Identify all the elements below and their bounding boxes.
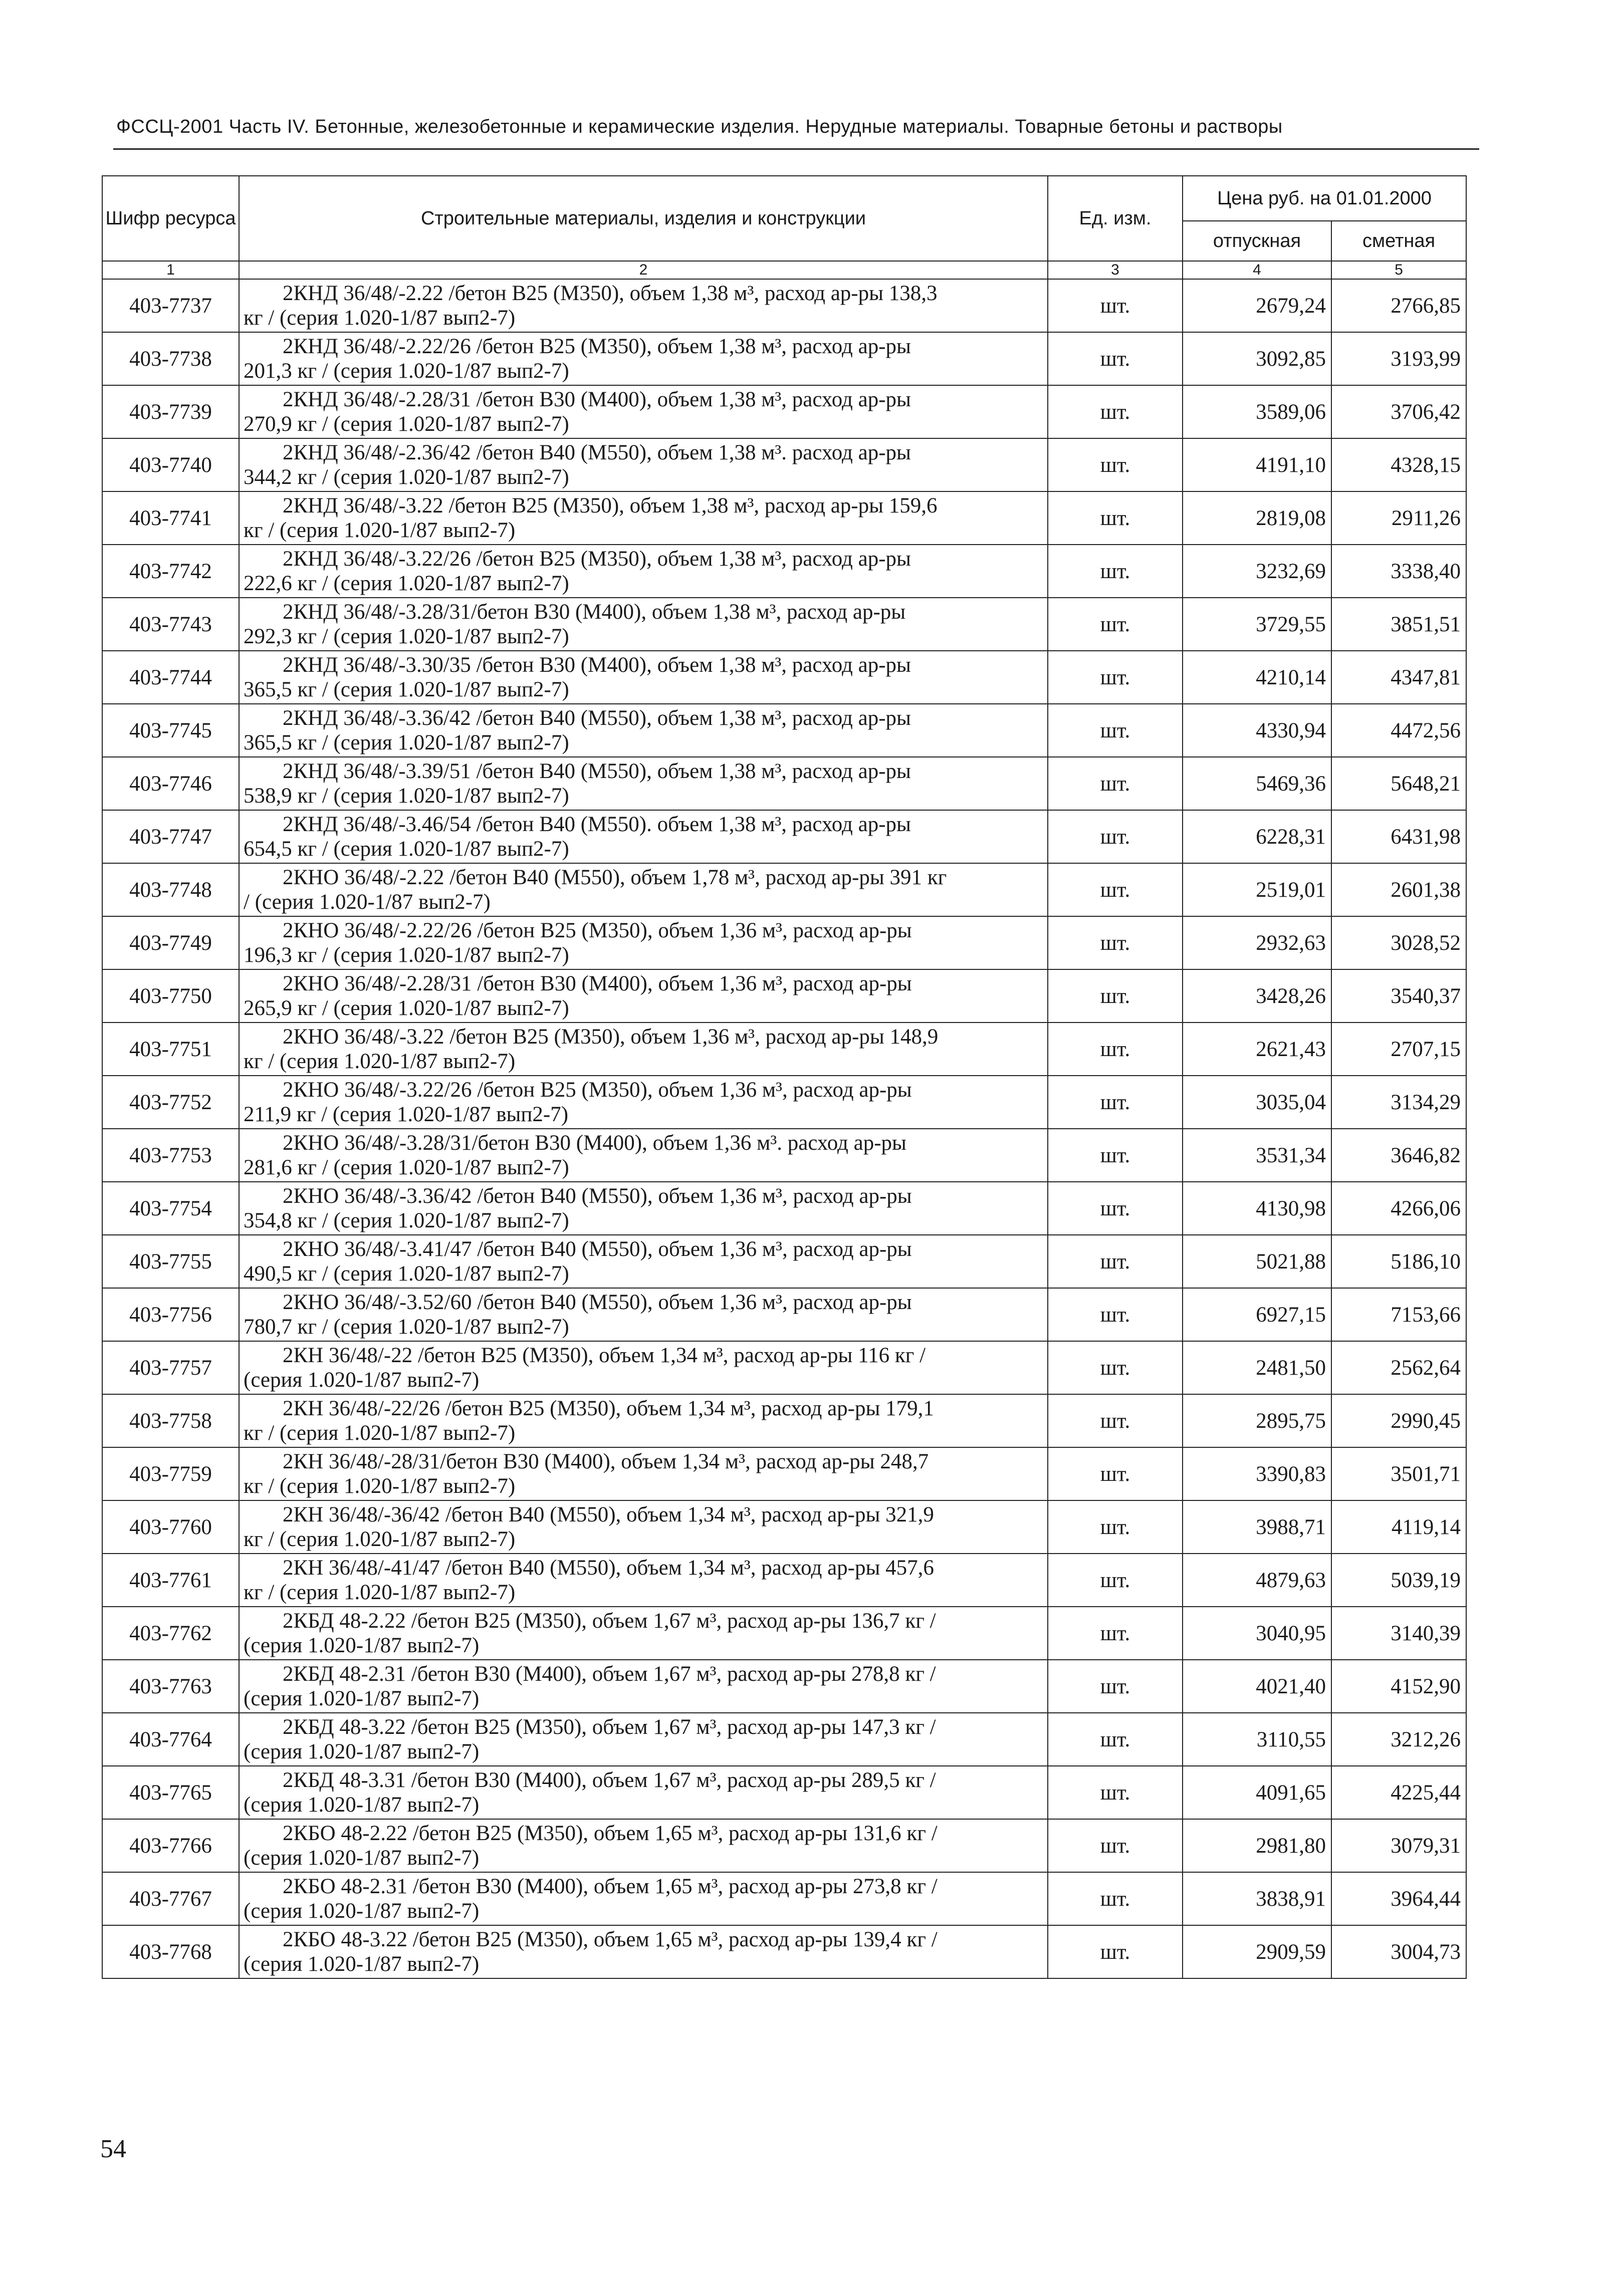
- description-line-1: 2КНО 36/48/-2.22/26 /бетон В25 (М350), объем 1,36 м³, расход ар-ры: [283, 919, 912, 942]
- price-release: 3232,69: [1183, 545, 1331, 598]
- price-release: 3988,71: [1183, 1500, 1331, 1554]
- description-line-2: кг / (серия 1.020-1/87 вып2-7): [244, 519, 516, 542]
- price-estimate: 2766,85: [1331, 279, 1466, 332]
- price-release: 4879,63: [1183, 1554, 1331, 1607]
- description-line-1: 2КНО 36/48/-3.22 /бетон В25 (М350), объем 1,36 м³, расход ар-ры 148,9: [283, 1025, 939, 1049]
- description-line-1: 2КНД 36/48/-3.22/26 /бетон В25 (М350), объем 1,38 м³, расход ар-ры: [283, 547, 911, 571]
- material-description: [239, 1500, 1048, 1554]
- description-line-1: 2КБД 48-2.31 /бетон В30 (М400), объем 1,67 м³, расход ар-ры 278,8 кг /: [283, 1662, 936, 1686]
- unit: шт.: [1048, 1819, 1183, 1872]
- price-estimate: 4225,44: [1331, 1766, 1466, 1819]
- page-number: 54: [100, 2135, 126, 2163]
- description-line-2: кг / (серия 1.020-1/87 вып2-7): [244, 306, 516, 330]
- material-description: [239, 651, 1048, 704]
- description-line-1: 2КНО 36/48/-2.22 /бетон В40 (М550), объем 1,78 м³, расход ар-ры 391 кг: [283, 866, 947, 889]
- table-row: [102, 1660, 1466, 1713]
- table-row: [102, 810, 1466, 863]
- price-release: 4330,94: [1183, 704, 1331, 757]
- description-line-1: 2КН 36/48/-28/31/бетон В30 (М400), объем 1,34 м³, расход ар-ры 248,7: [283, 1450, 929, 1473]
- price-release: 2895,75: [1183, 1394, 1331, 1447]
- material-description: [239, 1819, 1048, 1872]
- price-release: 3110,55: [1183, 1713, 1331, 1766]
- price-estimate: 3193,99: [1331, 332, 1466, 385]
- material-description: [239, 863, 1048, 916]
- description-line-1: 2КБД 48-3.22 /бетон В25 (М350), объем 1,67 м³, расход ар-ры 147,3 кг /: [283, 1715, 936, 1739]
- price-estimate: 4119,14: [1331, 1500, 1466, 1554]
- price-estimate: 3134,29: [1331, 1076, 1466, 1129]
- description-line-2: 265,9 кг / (серия 1.020-1/87 вып2-7): [244, 996, 569, 1020]
- price-release: 3838,91: [1183, 1872, 1331, 1925]
- resource-code: 403-7752: [102, 1076, 239, 1129]
- unit: шт.: [1048, 385, 1183, 438]
- resource-code: 403-7765: [102, 1766, 239, 1819]
- price-release: 4191,10: [1183, 438, 1331, 491]
- price-estimate: 3706,42: [1331, 385, 1466, 438]
- price-release: 2819,08: [1183, 491, 1331, 545]
- description-line-1: 2КНД 36/48/-3.36/42 /бетон В40 (М550), объем 1,38 м³, расход ар-ры: [283, 706, 911, 730]
- material-description: [239, 491, 1048, 545]
- resource-code: 403-7745: [102, 704, 239, 757]
- price-estimate: 7153,66: [1331, 1288, 1466, 1341]
- price-release: 3428,26: [1183, 969, 1331, 1023]
- resource-code: 403-7744: [102, 651, 239, 704]
- price-estimate: 6431,98: [1331, 810, 1466, 863]
- material-description: [239, 1554, 1048, 1607]
- description-line-2: (серия 1.020-1/87 вып2-7): [244, 1368, 480, 1392]
- price-release: 2481,50: [1183, 1341, 1331, 1394]
- description-line-2: 780,7 кг / (серия 1.020-1/87 вып2-7): [244, 1315, 569, 1339]
- description-line-2: (серия 1.020-1/87 вып2-7): [244, 1740, 480, 1763]
- resource-code: 403-7741: [102, 491, 239, 545]
- price-estimate: 4266,06: [1331, 1182, 1466, 1235]
- unit: шт.: [1048, 545, 1183, 598]
- resource-code: 403-7755: [102, 1235, 239, 1288]
- unit: шт.: [1048, 757, 1183, 810]
- price-release: 4130,98: [1183, 1182, 1331, 1235]
- price-release: 5021,88: [1183, 1235, 1331, 1288]
- material-description: [239, 704, 1048, 757]
- resource-code: 403-7768: [102, 1925, 239, 1978]
- price-estimate: 3646,82: [1331, 1129, 1466, 1182]
- table-row: [102, 704, 1466, 757]
- description-line-2: (серия 1.020-1/87 вып2-7): [244, 1634, 480, 1657]
- material-description: [239, 545, 1048, 598]
- description-line-2: кг / (серия 1.020-1/87 вып2-7): [244, 1581, 516, 1604]
- unit: шт.: [1048, 1288, 1183, 1341]
- description-line-2: 538,9 кг / (серия 1.020-1/87 вып2-7): [244, 784, 569, 808]
- table-row: [102, 1925, 1466, 1978]
- description-line-2: 211,9 кг / (серия 1.020-1/87 вып2-7): [244, 1103, 569, 1126]
- col-number: 1: [102, 261, 239, 279]
- material-description: [239, 1235, 1048, 1288]
- table-row: [102, 1713, 1466, 1766]
- description-line-1: 2КН 36/48/-41/47 /бетон В40 (М550), объем 1,34 м³, расход ар-ры 457,6: [283, 1556, 934, 1580]
- resource-code: 403-7759: [102, 1447, 239, 1500]
- material-description: [239, 969, 1048, 1023]
- resource-code: 403-7757: [102, 1341, 239, 1394]
- unit: шт.: [1048, 651, 1183, 704]
- description-line-1: 2КНО 36/48/-3.22/26 /бетон В25 (М350), объем 1,36 м³, расход ар-ры: [283, 1078, 912, 1102]
- price-estimate: 2911,26: [1331, 491, 1466, 545]
- price-release: 3035,04: [1183, 1076, 1331, 1129]
- unit: шт.: [1048, 1713, 1183, 1766]
- table-row: [102, 1766, 1466, 1819]
- resource-code: 403-7767: [102, 1872, 239, 1925]
- description-line-1: 2КНД 36/48/-2.22 /бетон В25 (М350), объем 1,38 м³, расход ар-ры 138,3: [283, 282, 938, 305]
- description-line-1: 2КБД 48-2.22 /бетон В25 (М350), объем 1,67 м³, расход ар-ры 136,7 кг /: [283, 1609, 936, 1633]
- resource-code: 403-7754: [102, 1182, 239, 1235]
- price-estimate: 5186,10: [1331, 1235, 1466, 1288]
- description-line-2: (серия 1.020-1/87 вып2-7): [244, 1846, 480, 1870]
- unit: шт.: [1048, 1554, 1183, 1607]
- unit: шт.: [1048, 598, 1183, 651]
- table-row: [102, 332, 1466, 385]
- price-estimate: 4347,81: [1331, 651, 1466, 704]
- table-row: [102, 598, 1466, 651]
- material-description: [239, 1182, 1048, 1235]
- unit: шт.: [1048, 1925, 1183, 1978]
- description-line-1: 2КНД 36/48/-2.22/26 /бетон В25 (М350), объем 1,38 м³, расход ар-ры: [283, 335, 911, 358]
- unit: шт.: [1048, 1341, 1183, 1394]
- col-header-code: Шифр ресурса: [102, 176, 239, 261]
- unit: шт.: [1048, 1500, 1183, 1554]
- resource-code: 403-7756: [102, 1288, 239, 1341]
- description-line-2: 654,5 кг / (серия 1.020-1/87 вып2-7): [244, 837, 569, 861]
- material-description: [239, 598, 1048, 651]
- unit: шт.: [1048, 1182, 1183, 1235]
- description-line-1: 2КН 36/48/-22 /бетон В25 (М350), объем 1,34 м³, расход ар-ры 116 кг /: [283, 1344, 926, 1367]
- table-row: [102, 279, 1466, 332]
- price-release: 5469,36: [1183, 757, 1331, 810]
- table-row: [102, 1394, 1466, 1447]
- col-header-price-release: отпускная: [1183, 221, 1331, 261]
- unit: шт.: [1048, 438, 1183, 491]
- resource-code: 403-7740: [102, 438, 239, 491]
- description-line-1: 2КНО 36/48/-2.28/31 /бетон В30 (М400), объем 1,36 м³, расход ар-ры: [283, 972, 912, 995]
- price-release: 2909,59: [1183, 1925, 1331, 1978]
- material-description: [239, 1129, 1048, 1182]
- table-row: [102, 1023, 1466, 1076]
- table-row: [102, 1872, 1466, 1925]
- unit: шт.: [1048, 1394, 1183, 1447]
- material-description: [239, 1713, 1048, 1766]
- description-line-2: / (серия 1.020-1/87 вып2-7): [244, 890, 491, 914]
- description-line-2: 365,5 кг / (серия 1.020-1/87 вып2-7): [244, 678, 569, 701]
- description-line-2: 490,5 кг / (серия 1.020-1/87 вып2-7): [244, 1262, 569, 1286]
- unit: шт.: [1048, 1766, 1183, 1819]
- table-row: [102, 1076, 1466, 1129]
- description-line-2: (серия 1.020-1/87 вып2-7): [244, 1952, 480, 1976]
- description-line-2: 292,3 кг / (серия 1.020-1/87 вып2-7): [244, 625, 569, 648]
- resource-code: 403-7764: [102, 1713, 239, 1766]
- price-release: 2519,01: [1183, 863, 1331, 916]
- resource-code: 403-7748: [102, 863, 239, 916]
- description-line-1: 2КНД 36/48/-2.36/42 /бетон В40 (М550), объем 1,38 м³. расход ар-ры: [283, 441, 911, 464]
- description-line-1: 2КНД 36/48/-3.22 /бетон В25 (М350), объем 1,38 м³, расход ар-ры 159,6: [283, 494, 938, 518]
- price-estimate: 5648,21: [1331, 757, 1466, 810]
- description-line-2: 196,3 кг / (серия 1.020-1/87 вып2-7): [244, 943, 569, 967]
- description-line-2: кг / (серия 1.020-1/87 вып2-7): [244, 1527, 516, 1551]
- price-release: 3531,34: [1183, 1129, 1331, 1182]
- unit: шт.: [1048, 969, 1183, 1023]
- unit: шт.: [1048, 810, 1183, 863]
- unit: шт.: [1048, 916, 1183, 969]
- unit: шт.: [1048, 1660, 1183, 1713]
- price-release: 6228,31: [1183, 810, 1331, 863]
- description-line-1: 2КНО 36/48/-3.28/31/бетон В30 (М400), объем 1,36 м³. расход ар-ры: [283, 1131, 906, 1155]
- description-line-2: 201,3 кг / (серия 1.020-1/87 вып2-7): [244, 359, 569, 383]
- resource-code: 403-7742: [102, 545, 239, 598]
- price-estimate: 4152,90: [1331, 1660, 1466, 1713]
- description-line-1: 2КНД 36/48/-3.39/51 /бетон В40 (М550), объем 1,38 м³, расход ар-ры: [283, 759, 911, 783]
- price-estimate: 2601,38: [1331, 863, 1466, 916]
- header-rule: [113, 148, 1479, 150]
- resource-code: 403-7753: [102, 1129, 239, 1182]
- resource-code: 403-7758: [102, 1394, 239, 1447]
- price-estimate: 3004,73: [1331, 1925, 1466, 1978]
- price-release: 2981,80: [1183, 1819, 1331, 1872]
- running-title: ФССЦ-2001 Часть IV. Бетонные, железобетонные и керамические изделия. Нерудные материалы. Товарные бетоны и растворы: [116, 116, 1283, 137]
- price-release: 2621,43: [1183, 1023, 1331, 1076]
- description-line-1: 2КНО 36/48/-3.36/42 /бетон В40 (М550), объем 1,36 м³, расход ар-ры: [283, 1184, 912, 1208]
- unit: шт.: [1048, 863, 1183, 916]
- price-release: 3040,95: [1183, 1607, 1331, 1660]
- price-release: 3092,85: [1183, 332, 1331, 385]
- unit: шт.: [1048, 1607, 1183, 1660]
- table-row: [102, 1129, 1466, 1182]
- description-line-1: 2КНД 36/48/-3.30/35 /бетон В30 (М400), объем 1,38 м³, расход ар-ры: [283, 653, 911, 677]
- description-line-1: 2КН 36/48/-36/42 /бетон В40 (М550), объем 1,34 м³, расход ар-ры 321,9: [283, 1503, 934, 1526]
- price-release: 3729,55: [1183, 598, 1331, 651]
- price-release: 4091,65: [1183, 1766, 1331, 1819]
- description-line-1: 2КБО 48-3.22 /бетон В25 (М350), объем 1,65 м³, расход ар-ры 139,4 кг /: [283, 1928, 938, 1951]
- price-release: 6927,15: [1183, 1288, 1331, 1341]
- price-estimate: 3964,44: [1331, 1872, 1466, 1925]
- price-release: 2932,63: [1183, 916, 1331, 969]
- resource-code: 403-7763: [102, 1660, 239, 1713]
- resource-code: 403-7766: [102, 1819, 239, 1872]
- table-row: [102, 1235, 1466, 1288]
- description-line-1: 2КНД 36/48/-3.28/31/бетон В30 (М400), объем 1,38 м³, расход ар-ры: [283, 600, 906, 624]
- description-line-2: 270,9 кг / (серия 1.020-1/87 вып2-7): [244, 412, 569, 436]
- unit: шт.: [1048, 1129, 1183, 1182]
- resource-code: 403-7749: [102, 916, 239, 969]
- table-row: [102, 969, 1466, 1023]
- material-description: [239, 332, 1048, 385]
- unit: шт.: [1048, 332, 1183, 385]
- table-row: [102, 757, 1466, 810]
- price-estimate: 3212,26: [1331, 1713, 1466, 1766]
- price-estimate: 3501,71: [1331, 1447, 1466, 1500]
- col-header-price-estimate: сметная: [1331, 221, 1466, 261]
- price-release: 3589,06: [1183, 385, 1331, 438]
- unit: шт.: [1048, 704, 1183, 757]
- material-description: [239, 279, 1048, 332]
- description-line-2: (серия 1.020-1/87 вып2-7): [244, 1899, 480, 1923]
- material-description: [239, 1341, 1048, 1394]
- material-description: [239, 1607, 1048, 1660]
- resource-code: 403-7738: [102, 332, 239, 385]
- col-number: 3: [1048, 261, 1183, 279]
- description-line-2: (серия 1.020-1/87 вып2-7): [244, 1793, 480, 1817]
- col-header-price-group: Цена руб. на 01.01.2000: [1183, 176, 1466, 221]
- table-row: [102, 1288, 1466, 1341]
- material-description: [239, 1394, 1048, 1447]
- description-line-2: кг / (серия 1.020-1/87 вып2-7): [244, 1050, 516, 1073]
- col-number: 4: [1183, 261, 1331, 279]
- unit: шт.: [1048, 1447, 1183, 1500]
- table-row: [102, 545, 1466, 598]
- description-line-2: (серия 1.020-1/87 вып2-7): [244, 1687, 480, 1710]
- material-description: [239, 385, 1048, 438]
- col-header-description: Строительные материалы, изделия и конструкции: [239, 176, 1048, 261]
- description-line-1: 2КБО 48-2.31 /бетон В30 (М400), объем 1,65 м³, расход ар-ры 273,8 кг /: [283, 1875, 938, 1898]
- material-description: [239, 1660, 1048, 1713]
- table-row: [102, 916, 1466, 969]
- description-line-2: 281,6 кг / (серия 1.020-1/87 вып2-7): [244, 1156, 569, 1179]
- resource-code: 403-7737: [102, 279, 239, 332]
- unit: шт.: [1048, 1023, 1183, 1076]
- table-row: [102, 1607, 1466, 1660]
- material-description: [239, 1925, 1048, 1978]
- resource-code: 403-7746: [102, 757, 239, 810]
- description-line-2: кг / (серия 1.020-1/87 вып2-7): [244, 1421, 516, 1445]
- description-line-1: 2КНО 36/48/-3.52/60 /бетон В40 (М550), объем 1,36 м³, расход ар-ры: [283, 1291, 912, 1314]
- table-row: [102, 651, 1466, 704]
- material-description: [239, 757, 1048, 810]
- table-row: [102, 1500, 1466, 1554]
- material-description: [239, 1766, 1048, 1819]
- description-line-1: 2КБД 48-3.31 /бетон В30 (М400), объем 1,67 м³, расход ар-ры 289,5 кг /: [283, 1768, 936, 1792]
- material-description: [239, 1872, 1048, 1925]
- material-description: [239, 810, 1048, 863]
- resource-code: 403-7743: [102, 598, 239, 651]
- price-estimate: 5039,19: [1331, 1554, 1466, 1607]
- price-estimate: 3140,39: [1331, 1607, 1466, 1660]
- unit: шт.: [1048, 491, 1183, 545]
- price-estimate: 2990,45: [1331, 1394, 1466, 1447]
- description-line-2: 365,5 кг / (серия 1.020-1/87 вып2-7): [244, 731, 569, 754]
- table-row: [102, 1447, 1466, 1500]
- price-estimate: 3028,52: [1331, 916, 1466, 969]
- price-release: 4210,14: [1183, 651, 1331, 704]
- resource-code: 403-7739: [102, 385, 239, 438]
- price-release: 2679,24: [1183, 279, 1331, 332]
- material-description: [239, 1076, 1048, 1129]
- table-row: [102, 1341, 1466, 1394]
- description-line-2: 222,6 кг / (серия 1.020-1/87 вып2-7): [244, 572, 569, 595]
- material-description: [239, 1447, 1048, 1500]
- table-row: [102, 863, 1466, 916]
- material-description: [239, 438, 1048, 491]
- table-row: [102, 1182, 1466, 1235]
- price-estimate: 3851,51: [1331, 598, 1466, 651]
- price-estimate: 2562,64: [1331, 1341, 1466, 1394]
- price-table: [102, 175, 1467, 1979]
- table-row: [102, 491, 1466, 545]
- col-number: 5: [1331, 261, 1466, 279]
- price-estimate: 4472,56: [1331, 704, 1466, 757]
- material-description: [239, 916, 1048, 969]
- unit: шт.: [1048, 1872, 1183, 1925]
- price-estimate: 4328,15: [1331, 438, 1466, 491]
- resource-code: 403-7761: [102, 1554, 239, 1607]
- col-number: 2: [239, 261, 1048, 279]
- table-row: [102, 1554, 1466, 1607]
- material-description: [239, 1288, 1048, 1341]
- resource-code: 403-7751: [102, 1023, 239, 1076]
- description-line-1: 2КН 36/48/-22/26 /бетон В25 (М350), объем 1,34 м³, расход ар-ры 179,1: [283, 1397, 934, 1420]
- price-estimate: 3338,40: [1331, 545, 1466, 598]
- col-header-unit: Ед. изм.: [1048, 176, 1183, 261]
- unit: шт.: [1048, 279, 1183, 332]
- material-description: [239, 1023, 1048, 1076]
- price-estimate: 3540,37: [1331, 969, 1466, 1023]
- description-line-1: 2КБО 48-2.22 /бетон В25 (М350), объем 1,65 м³, расход ар-ры 131,6 кг /: [283, 1822, 938, 1845]
- resource-code: 403-7762: [102, 1607, 239, 1660]
- description-line-2: 354,8 кг / (серия 1.020-1/87 вып2-7): [244, 1209, 569, 1232]
- price-estimate: 2707,15: [1331, 1023, 1466, 1076]
- description-line-2: 344,2 кг / (серия 1.020-1/87 вып2-7): [244, 465, 569, 489]
- description-line-1: 2КНО 36/48/-3.41/47 /бетон В40 (М550), объем 1,36 м³, расход ар-ры: [283, 1237, 912, 1261]
- resource-code: 403-7760: [102, 1500, 239, 1554]
- description-line-1: 2КНД 36/48/-3.46/54 /бетон В40 (М550). объем 1,38 м³, расход ар-ры: [283, 813, 911, 836]
- price-release: 4021,40: [1183, 1660, 1331, 1713]
- resource-code: 403-7747: [102, 810, 239, 863]
- table-row: [102, 385, 1466, 438]
- table-row: [102, 438, 1466, 491]
- resource-code: 403-7750: [102, 969, 239, 1023]
- price-release: 3390,83: [1183, 1447, 1331, 1500]
- unit: шт.: [1048, 1076, 1183, 1129]
- unit: шт.: [1048, 1235, 1183, 1288]
- description-line-1: 2КНД 36/48/-2.28/31 /бетон В30 (М400), объем 1,38 м³, расход ар-ры: [283, 388, 911, 411]
- price-estimate: 3079,31: [1331, 1819, 1466, 1872]
- description-line-2: кг / (серия 1.020-1/87 вып2-7): [244, 1474, 516, 1498]
- table-body: [102, 279, 1466, 1978]
- table-row: [102, 1819, 1466, 1872]
